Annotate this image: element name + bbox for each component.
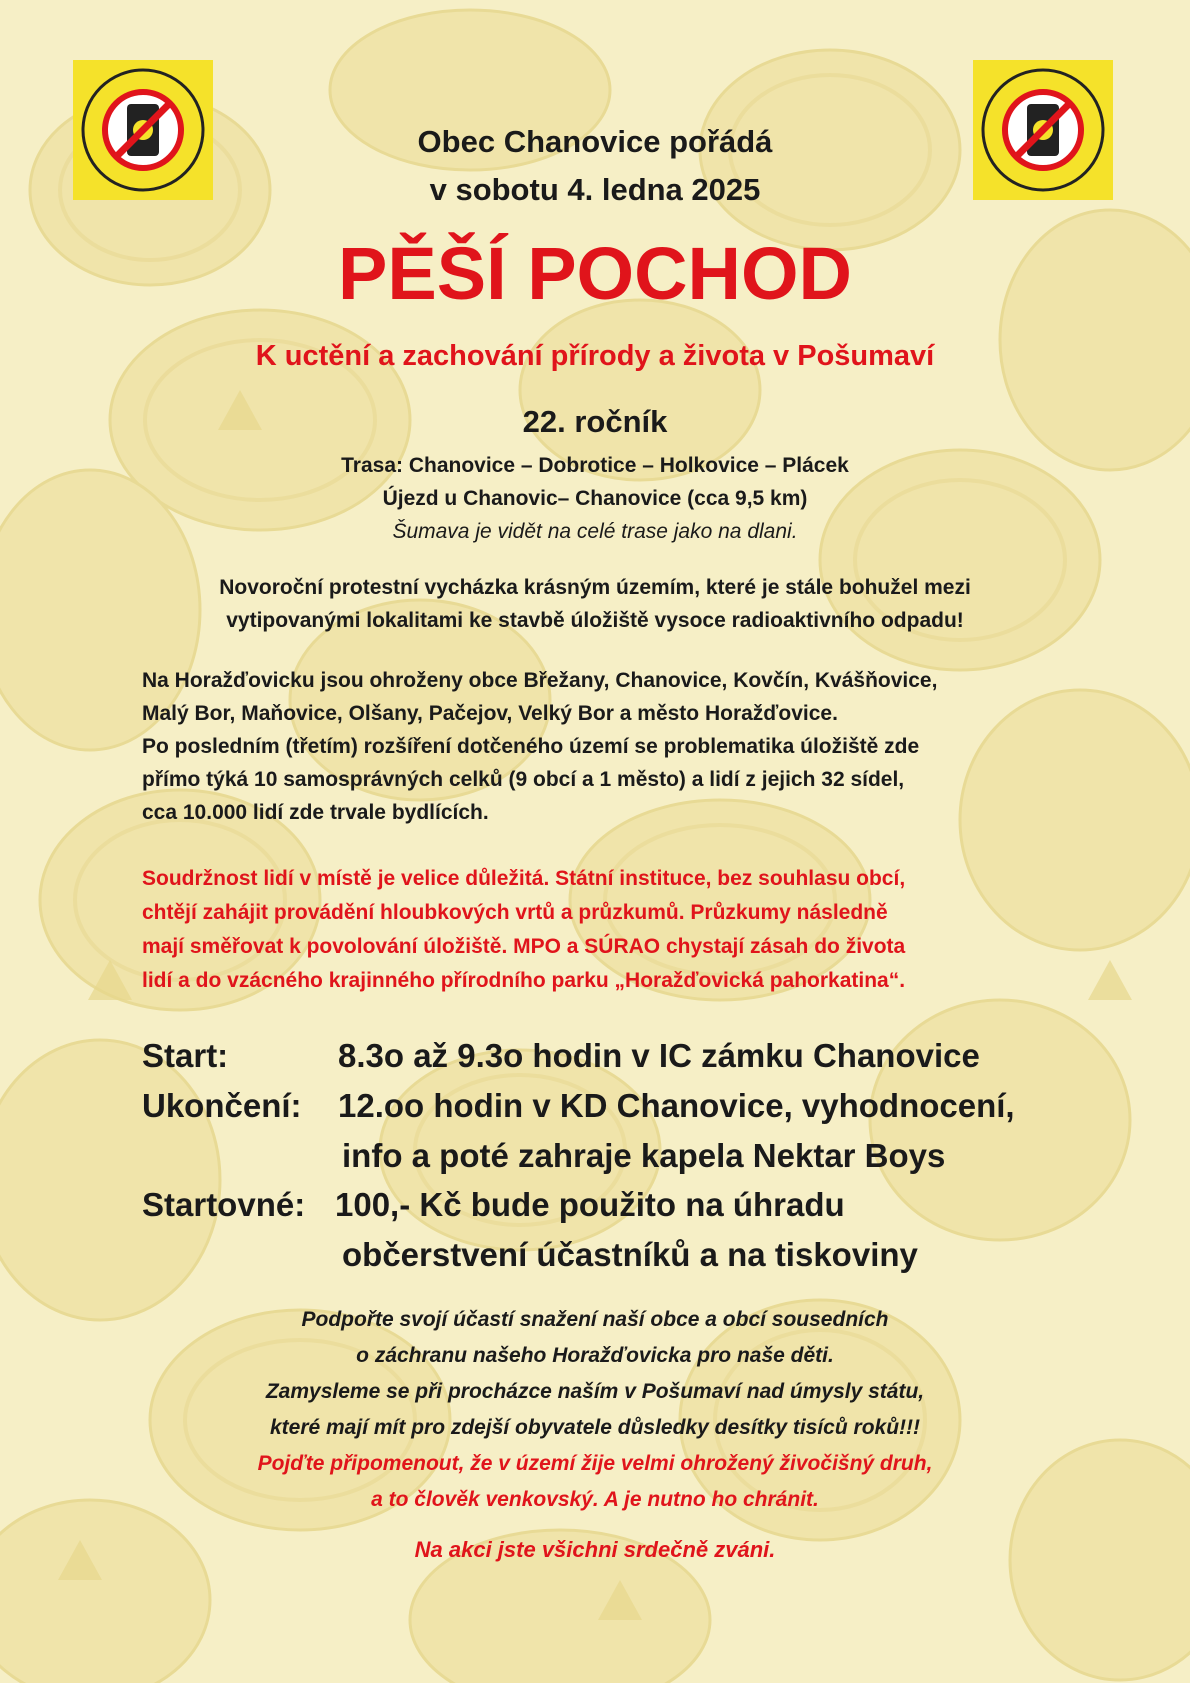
detail-value: 100,- Kč bude použito na úhradu (335, 1186, 845, 1223)
closing-line: a to člověk venkovský. A je nutno ho chránit. (371, 1488, 819, 1511)
subtitle: K uctění a zachování přírody a života v Pošumaví (255, 340, 935, 372)
threatened-line: cca 10.000 lidí zde trvale bydlících. (142, 801, 489, 824)
closing-line: Podpořte svojí účastí snažení naší obce a obcí sousedních (301, 1308, 889, 1331)
page-title: PĚŠÍ POCHOD (338, 232, 852, 315)
detail-value: info a poté zahraje kapela Nektar Boys (342, 1137, 946, 1174)
threatened-line: Malý Bor, Maňovice, Olšany, Pačejov, Velký Bor a město Horažďovice. (142, 702, 838, 725)
edition: 22. ročník (522, 404, 668, 439)
intro-line: vytipovanými lokalitami ke stavbě úložiště vysoce radioaktivního odpadu! (226, 609, 964, 632)
date-line: v sobotu 4. ledna 2025 (429, 172, 761, 207)
detail-value: 12.oo hodin v KD Chanovice, vyhodnocení, (338, 1087, 1015, 1124)
closing-appeal (0, 1302, 1190, 1518)
threatened-line: Po posledním (třetím) rozšíření dotčeného území se problematika úložiště zde (142, 735, 920, 758)
threatened-line: Na Horažďovicku jsou ohroženy obce Břežany, Chanovice, Kovčín, Kvášňovice, (142, 669, 938, 692)
organizer-line: Obec Chanovice pořádá (417, 124, 773, 159)
threatened-line: přímo týká 10 samosprávných celků (9 obcí a 1 město) a lidí z jejich 32 sídel, (142, 768, 905, 791)
closing-line: o záchranu našeho Horažďovicka pro naše děti. (356, 1344, 834, 1367)
route-note: Šumava je vidět na celé trase jako na dlani. (392, 520, 798, 543)
intro-line: Novoroční protestní vycházka krásným územím, které je stále bohužel mezi (219, 576, 971, 599)
threatened-paragraph (142, 664, 1082, 829)
closing-line: Zamysleme se při procházce naším v Pošumaví nad úmysly státu, (265, 1380, 925, 1403)
header (0, 118, 1190, 214)
warning-line: Soudržnost lidí v místě je velice důležitá. Státní instituce, bez souhlasu obcí, (142, 867, 906, 890)
invitation: Na akci jste všichni srdečně zváni. (414, 1537, 776, 1562)
route-line-1: Trasa: Chanovice – Dobrotice – Holkovice – Plácek (341, 454, 849, 477)
detail-label: Ukončení: (142, 1087, 302, 1124)
closing-line: které mají mít pro zdejší obyvatele důsledky desítky tisíců roků!!! (269, 1416, 921, 1439)
detail-label: Start: (142, 1037, 229, 1074)
detail-value: občerstvení účastníků a na tiskoviny (342, 1236, 918, 1273)
warning-paragraph (142, 862, 1082, 998)
detail-value: 8.3o až 9.3o hodin v IC zámku Chanovice (338, 1037, 980, 1074)
closing-line: Pojďte připomenout, že v území žije velmi ohrožený živočišný druh, (257, 1452, 933, 1475)
route-line-2: Újezd u Chanovic– Chanovice (cca 9,5 km) (382, 487, 808, 510)
warning-line: mají směřovat k povolování úložiště. MPO a SÚRAO chystají zásah do života (142, 935, 906, 958)
route (0, 449, 1190, 548)
detail-label: Startovné: (142, 1186, 306, 1223)
intro-paragraph (0, 571, 1190, 637)
warning-line: chtějí zahájit provádění hloubkových vrtů a průzkumů. Průzkumy následně (142, 901, 888, 924)
warning-line: lidí a do vzácného krajinného přírodního parku „Horažďovická pahorkatina“. (142, 969, 906, 992)
